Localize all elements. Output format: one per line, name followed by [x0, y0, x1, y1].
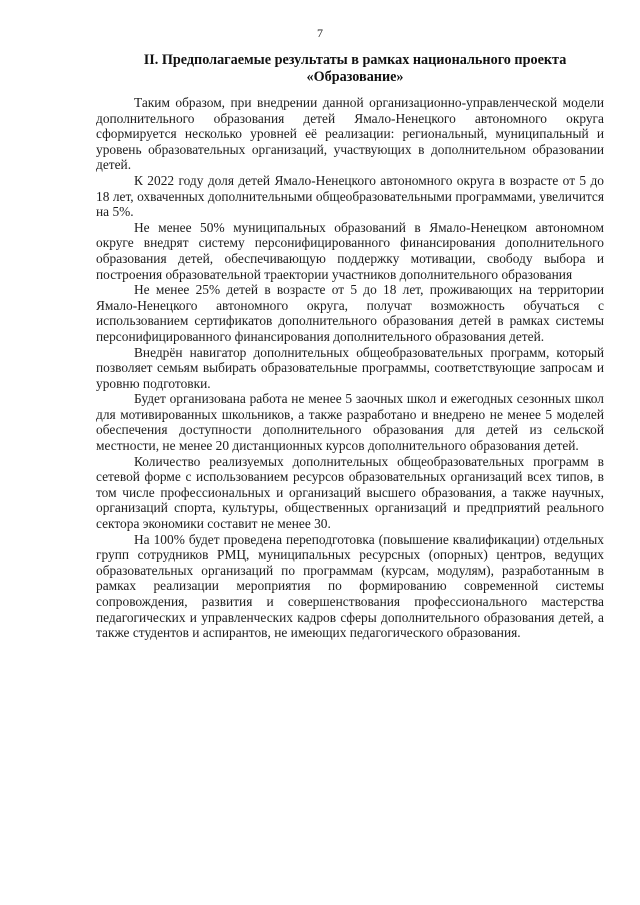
paragraph-coverage-share: К 2022 году доля детей Ямало-Ненецкого автономного округа в возрасте от 5 до 18 лет, охваченных дополнительными общеобразовательными программами, увеличится на 5%.: [96, 172, 604, 220]
section-title-line-2: «Образование»: [306, 69, 404, 85]
paragraph-retraining: На 100% будет проведена переподготовка (повышение квалификации) отдельных групп сотрудников РМЦ, муниципальных ресурсных (опорных) центров, ведущих образовательных организаций по программам (курсам, модулям), разработанным в рамках реализации мероприятия по формированию современной системы сопровождения, развития и совершенствования профессионального мастерства педагогических и управленческих кадров сферы дополнительного образования детей, а также студентов и аспирантов, не имеющих педагогического образования.: [96, 531, 604, 641]
paragraph-levels: Таким образом, при внедрении данной организационно-управленческой модели дополнительного образования детей Ямало-Ненецкого автономного округа сформируется несколько уровней её реализации: региональный, муниципальный и уровень образовательных организаций, участвующих в дополнительном образовании детей.: [96, 95, 604, 173]
body-text: [96, 95, 604, 641]
section-title-line-1: II. Предполагаемые результаты в рамках национального проекта: [143, 52, 567, 68]
paragraph-certificates: Не менее 25% детей в возрасте от 5 до 18 лет, проживающих на территории Ямало-Ненецкого автономного округа, получат возможность обучаться с использованием сертификатов дополнительного образования детей в рамках системы персонифицированного финансирования дополнительного образования детей.: [96, 282, 604, 344]
paragraph-personified-financing: Не менее 50% муниципальных образований в Ямало-Ненецком автономном округе внедрят систему персонифицированного финансирования дополнительного образования детей, обеспечивающую поддержку мотивации, свободу выбора и построения образовательной траектории участников дополнительного образования: [96, 219, 604, 282]
paragraph-schools: Будет организована работа не менее 5 заочных школ и ежегодных сезонных школ для мотивированных школьников, а также разработано и внедрено не менее 5 моделей обеспечения доступности дополнительного образования для детей из сельской местности, не менее 20 дистанционных курсов дополнительного образования детей.: [96, 391, 604, 454]
paragraph-navigator: Внедрён навигатор дополнительных общеобразовательных программ, который позволяет семьям выбирать образовательные программы, соответствующие запросам и уровню подготовки.: [96, 344, 604, 391]
paragraph-network-programs: Количество реализуемых дополнительных общеобразовательных программ в сетевой форме с использованием ресурсов образовательных организаций всех типов, в том числе профессиональных и организаций высшего образования, а также научных, организаций спорта, культуры, общественных организаций и предприятий реального сектора экономики составит не менее 30.: [96, 453, 604, 532]
page-number: 7: [317, 26, 323, 40]
section-title: [120, 52, 590, 86]
